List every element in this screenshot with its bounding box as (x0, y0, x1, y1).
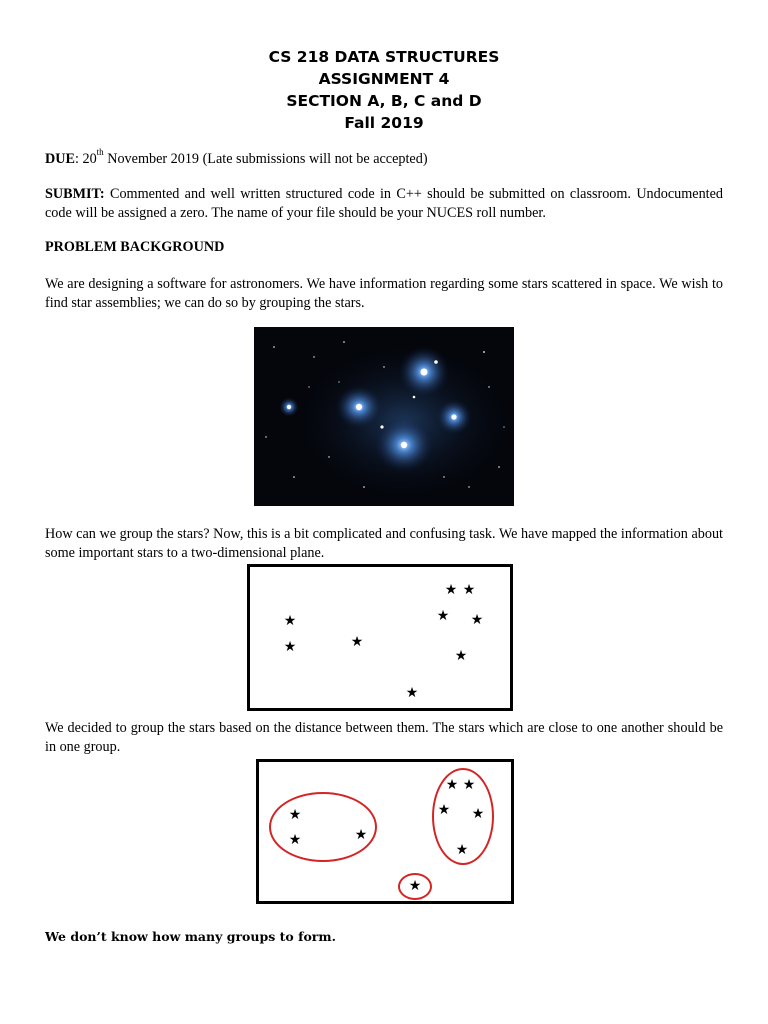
star-icon: ★ (283, 613, 297, 629)
star-icon: ★ (288, 807, 302, 823)
title-term: Fall 2019 (344, 114, 424, 132)
star-icon: ★ (405, 685, 419, 701)
star-icon: ★ (283, 639, 297, 655)
star-icon: ★ (350, 634, 364, 650)
star-icon: ★ (470, 612, 484, 628)
star-icon: ★ (471, 806, 485, 822)
title-assignment: ASSIGNMENT 4 (318, 70, 450, 88)
star-icon: ★ (455, 842, 469, 858)
due-day-suffix: th (96, 147, 104, 158)
star-icon: ★ (436, 608, 450, 624)
star-icon: ★ (444, 582, 458, 598)
star-cluster-photo (254, 327, 514, 506)
star-icon: ★ (462, 582, 476, 598)
star-icon: ★ (462, 777, 476, 793)
star-icon: ★ (354, 827, 368, 843)
problem-heading: PROBLEM BACKGROUND (45, 239, 225, 255)
title-sections: SECTION A, B, C and D (286, 92, 482, 110)
submit-paragraph (45, 185, 723, 223)
grouped-stars-figure (256, 759, 514, 904)
closing-statement: We don’t know how many groups to form. (45, 929, 336, 944)
star-icon: ★ (445, 777, 459, 793)
due-line: DUE: 20th November 2019 (Late submissions will not be accepted) (45, 147, 428, 167)
star-icon: ★ (454, 648, 468, 664)
star-icon: ★ (408, 878, 422, 894)
submit-label: SUBMIT: (45, 186, 105, 202)
due-label: DUE (45, 151, 75, 167)
due-day: 20 (82, 151, 97, 167)
star-icon: ★ (288, 832, 302, 848)
submit-text: Commented and well written structured code in C++ should be submitted on classroom. Undocumented code will be assigned a zero. The name of your file should be your NUCES roll number. (45, 186, 723, 221)
star-plane-figure (247, 564, 513, 711)
intro-paragraph: We are designing a software for astronomers. We have information regarding some stars scattered in space. We wish to find star assemblies; we can do so by grouping the stars. (45, 276, 723, 311)
mapping-paragraph: How can we group the stars? Now, this is a bit complicated and confusing task. We have mapped the information about some important stars to a two-dimensional plane. (45, 526, 723, 561)
due-text: November 2019 (Late submissions will not be accepted) (103, 151, 428, 167)
grouping-paragraph: We decided to group the stars based on the distance between them. The stars which are close to one another should be in one group. (45, 720, 723, 755)
star-icon: ★ (437, 802, 451, 818)
title-course: CS 218 DATA STRUCTURES (268, 48, 500, 66)
